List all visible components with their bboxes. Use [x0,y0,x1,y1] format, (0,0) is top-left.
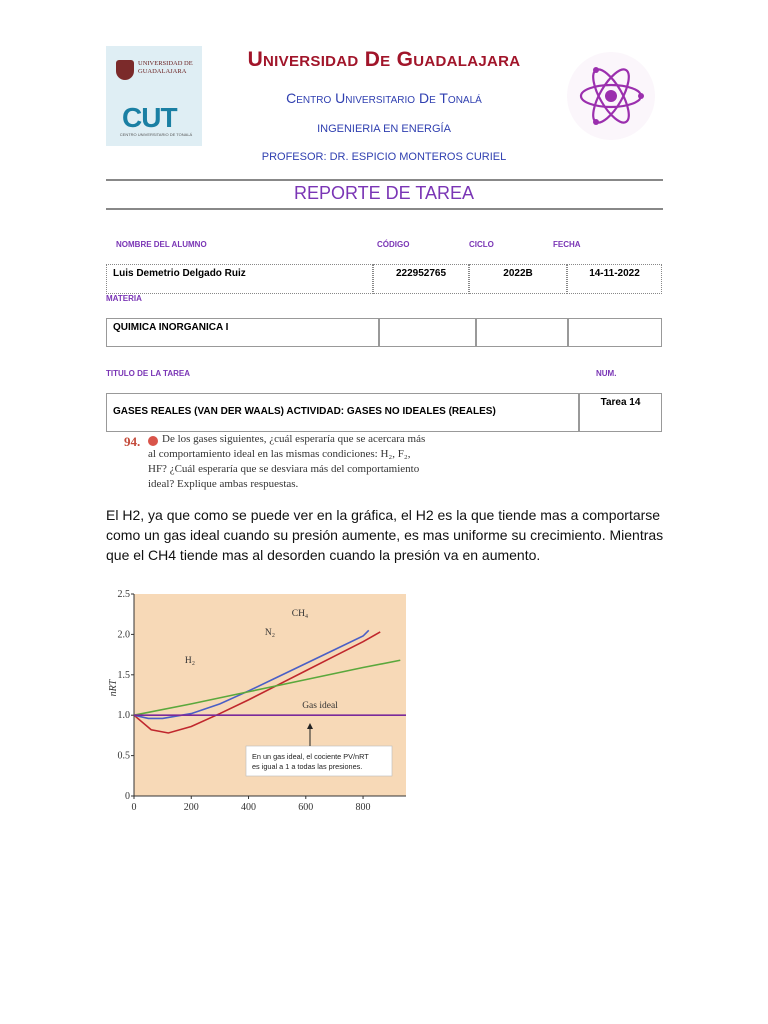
y-tick-label: 1.0 [117,710,130,722]
divider-top [106,179,663,181]
y-tick-label: 2.5 [117,589,130,600]
label-cycle: CICLO [469,240,494,249]
y-tick-label: 0 [125,791,130,802]
question-marker-icon [148,436,158,446]
subject-cell-4 [568,318,662,347]
x-tick-label: 800 [355,802,371,813]
compressibility-chart [110,588,408,824]
y-tick-label: 1.5 [117,669,130,681]
series-label-ch4: CH₄ [291,609,309,619]
report-title: REPORTE DE TAREA [293,183,475,203]
task-title-field: GASES REALES (VAN DER WAALS) ACTIVIDAD: GASES NO IDEALES (REALES) [106,393,579,432]
professor-name: PROFESOR: DR. ESPICIO MONTEROS CURIEL [261,151,507,163]
udg-logo-text: UNIVERSIDAD DE GUADALAJARA [138,60,193,75]
date-field: 14-11-2022 [567,264,662,294]
y-tick-label: 0.5 [117,750,130,762]
divider-bottom [106,208,663,210]
subject-field: QUIMICA INORGANICA I [106,318,379,347]
student-name-field: Luis Demetrio Delgado Ruiz [106,264,373,294]
task-num-field: Tarea 14 [579,393,662,432]
label-code: CÓDIGO [377,240,410,249]
x-tick-label: 600 [298,802,314,813]
series-label-gas-ideal: Gas ideal [302,701,338,711]
label-task-title: TITULO DE LA TAREA [106,369,190,378]
program-name: INGENIERIA EN ENERGÍA [317,123,451,135]
question-number: 94. [124,434,141,449]
annotation-text: En un gas ideal, el cociente PV/nRT es igual a 1 a todas las presiones. [252,752,369,771]
cut-logo-text: CUT [122,102,177,133]
label-subject: MATERIA [106,294,142,303]
cut-logo-subtext: CENTRO UNIVERSITARIO DE TONALÁ [119,132,193,137]
label-date: FECHA [553,240,581,249]
x-tick-label: 200 [183,802,199,813]
annotation-box [246,746,392,776]
series-label-h2: H₂ [184,656,196,666]
x-tick-label: 0 [131,802,137,813]
question-excerpt [120,430,426,492]
label-student: NOMBRE DEL ALUMNO [116,240,207,249]
university-title: Universidad De Guadalajara [247,48,521,71]
center-name: Centro Universitario De Tonalá [286,90,482,106]
y-axis-label: nRT [108,679,119,697]
subject-cell-3 [476,318,568,347]
answer-paragraph: El H2, ya que como se puede ver en la gráfica, el H2 es la que tiende mas a comportarse como un gas ideal cuando su presión aumente, es mas uniforme su crecimiento. Mientras que el CH4 tiende mas al desorden cuando la presión va en aumento. [106,507,664,563]
y-tick-label: 2.0 [117,629,130,641]
code-field: 222952765 [373,264,469,294]
cycle-field: 2022B [469,264,567,294]
label-num: NUM. [596,369,617,378]
question-text: De los gases siguientes, ¿cuál esperaría que se acercara más al comportamiento ideal en las mismas condiciones: H₂, F₂, HF? ¿Cuál esperaría que se desviara más del comportamiento ideal? Explique ambas respuestas. [148,433,426,490]
subject-cell-2 [379,318,476,347]
x-tick-label: 400 [241,802,257,813]
series-label-n2: N₂ [264,628,276,638]
